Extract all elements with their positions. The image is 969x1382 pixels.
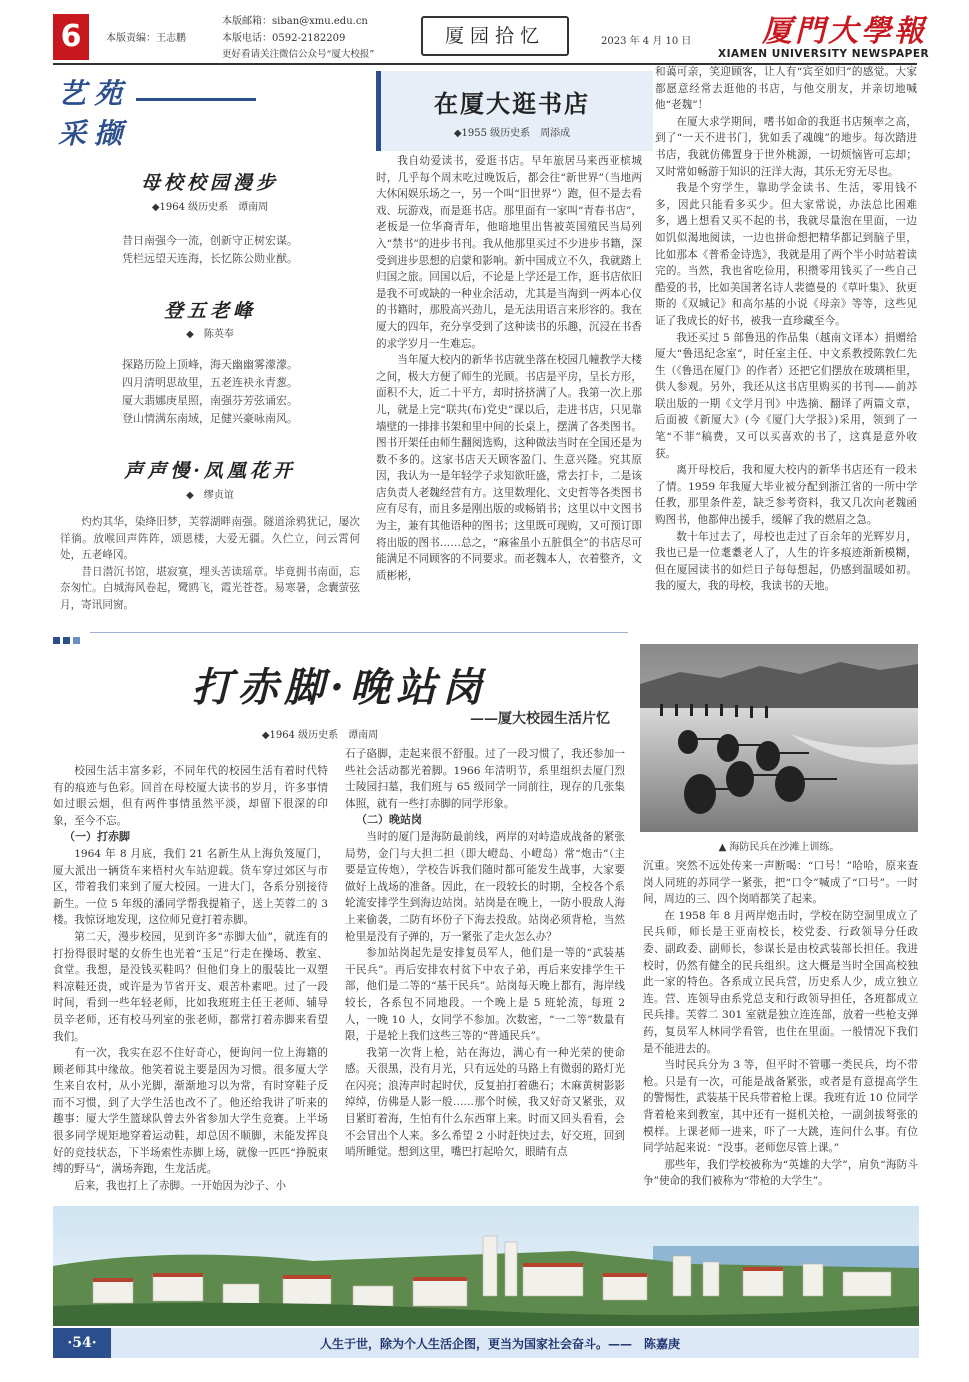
feature-title: 打赤脚·晚站岗: [192, 664, 488, 711]
poem1-body: [60, 232, 360, 268]
feature-para: 有一次，我实在忍不住好奇心，便询问一位上海籍的顾老师其中缘故。他笑着说主要是因为习惯。很多厦大学生来自农村，从小光脚，渐渐地习以为常，有时穿鞋子反而不习惯，到了大学生活也改不了。他还给我讲了听来的趣事：厦大学生篮球队曾去外省参加大学生竞赛。上半场很多同学规矩地穿着运动鞋，却总因不顺脚，未能发挥良好的竞技状态，下半场索性赤脚上场，就像一匹匹“挣脱束缚的野马”，满场奔跑，生龙活虎。: [53, 1047, 328, 1176]
feature-col1: [53, 763, 328, 1194]
poem1-line: 凭栏远望天连海，长忆陈公勋业猷。: [122, 252, 298, 265]
section-logo-line1: 艺苑: [58, 77, 131, 110]
feature-col3: [643, 858, 918, 1190]
bookstore-para: 在厦大求学期间，嗜书如命的我逛书店频率之高，到了“一天不进书门，犹如丢了魂魄”的地步。每次踏进书店，我就仿佛置身于世外桃源，一切烦恼皆可忘却；又时常如畅游于知识的汪洋大海，其乐无穷无尽也。: [655, 115, 917, 178]
section-divider-rule: [90, 632, 628, 633]
section-logo: [58, 72, 138, 152]
poem2-author: ◆ 陈英奉: [186, 329, 234, 340]
militia-photo: [640, 644, 918, 832]
contact-phone: 本版电话：0592-2182209: [222, 33, 346, 44]
bookstore-para: 和蔼可亲，笑迎顾客，让人有“宾至如归”的感觉。大家都愿意经常去逛他的书店，与他交朋友，并亲切地喊他“老魏”！: [655, 66, 917, 112]
poem3-para: 昔日潜沉书馆，堪寂寞，埋头苦读瑶章。毕竟拥书南面，忘奈匆忙。白城海风卷起，鹭鸥飞，霞光苍苍。易寒暑，念囊萤弦月，寄讯同窗。: [60, 565, 360, 611]
feature-para: 当时的厦门是海防最前线，两岸的对峙造成战备的紧张局势，金门与大担二担（即大嶝岛、小嶝岛）常“炮击”（主要是宣传炮），学校告诉我们随时都可能发生战事，大家要做好上战场的准备。因此，在一段较长的时期，全校各个系轮流安排学生到海边站岗。站岗是在晚上，一防小股敌人海上来偷袭，二防有坏份子下海去投敌。站岗必须背枪，当然枪里是没有子弹的，万一紧张了走火怎么办？: [345, 830, 625, 943]
campus-panorama-svg: [53, 1206, 919, 1326]
bookstore-para: 当年厦大校内的新华书店就坐落在校园几幢教学大楼之间，极大方便了师生的光顾。书店是平房，呈长方形，面积不大，近二十平方，却时挤挤满了人。我第一次上那儿，就是上完“联共(布)党史”课以后，走进书店，只见靠墙壁的一排排书架和里中间的长桌上，摆满了各类图书。图书开架任由师生翻阅选购，这种做法当时在全国还是为数不多的。这家书店天天顾客盈门、生意兴隆。究其原因，我认为一是年轻学子求知欲旺盛，常去打卡，二是该店负责人老魏经营有方。这里数理化、文史哲等各类图书应有尽有，而且多是刚出版的或畅销书；这里以中文图书为主，兼有其他语种的图书；这里既可现购，又可预订即将出版的图书……总之，“麻雀虽小五脏俱全”的书店尽可能满足不同顾客的不同要求。而老魏本人，衣着整齐，文质彬彬，: [376, 354, 642, 582]
feature-para: 1964 年 8 月底，我们 21 名新生从上海负笈厦门，厦大派出一辆货车来梧村火车站迎载。货车穿过郊区与市区，带着我们来到了厦大校园。一进大门，各系分别接待新生。一位 5 年级的潘同学帮我提箱子，送上芙蓉二的 3 楼。我惊讶地发现，这位师兄竟打着赤脚。: [53, 847, 328, 927]
poem1-line: 昔日南强今一流，创新守正树宏谋。: [122, 234, 298, 247]
photo-caption-text: ▲ 海防民兵在沙滩上训练。: [718, 842, 840, 853]
campus-panorama: [53, 1206, 919, 1326]
masthead-en: XIAMEN UNIVERSITY NEWSPAPER: [718, 48, 930, 60]
section-logo-line2: 采撷: [58, 117, 131, 150]
poem3-author: ◆ 缪贞谊: [186, 490, 234, 501]
poem3-title: 声声慢·凤凰花开: [124, 460, 296, 482]
editor: 本版责编：王志鹏: [106, 33, 186, 44]
poem3-para: 灼灼其华，染绛旧梦，芙蓉湖畔南强。隧道涂鸦犹记，屡次徉徜。放喉回声阵阵，颂恩楼，大爱无疆。久伫立，问云霄何处，五老峰冈。: [60, 516, 360, 562]
feature-para: 在 1958 年 8 月两岸炮击时，学校在防空洞里成立了民兵师，师长是王亚南校长，校党委、行政领导分任政委、副政委、副师长，参谋长是由校武装部长担任。我进校时，仍然有健全的民兵组织。这大概是当时全国高校独此一家的特色。各系成立民兵营，历史系人少，成立独立连。营、连领导由系党总支和行政领导担任，各班都成立民兵排。芙蓉二 301 室就是独立连连部，放着一些枪支弹药，复员军人林同学看管，也住在里面。一般情况下我们是不能进去的。: [643, 909, 918, 1055]
column-name-box: [421, 16, 569, 56]
wechat-note: 更好看请关注微信公众号“厦大校报”: [222, 49, 375, 60]
feature-subhead: （二）晚站岗: [356, 813, 422, 827]
page-number: 6: [60, 19, 82, 54]
bookstore-author: ◆1955 级历史系 周添成: [453, 128, 571, 139]
bookstore-col2: [655, 64, 917, 595]
poem1-author: ◆1964 级历史系 谭南周: [151, 202, 269, 213]
bookstore-para: 离开母校后，我和厦大校内的新华书店还有一段未了情。1959 年我厦大毕业被分配到浙江省的一所中学任教，那里条件差，缺乏参考资料，我又几次向老魏函购图书，他都伸出援手，缓解了我的燃眉之急。: [655, 464, 917, 527]
section-divider-squares: [53, 629, 83, 648]
bookstore-para: 我是个穷学生，靠助学金读书、生活，零用钱不多，因此只能看多买少。但大家常说，办法总比困难多，遇上想看又买不起的书，我就尽量泡在里面，一边如饥似渴地阅读，一边也拼命想把精华都记到脑子里，比如那本《普希金诗选》，我就是用了两个半小时站着读完的。当然，我也省吃俭用，积攒零用钱买了一些自己酷爱的书，比如美国著名诗人裴德曼的《草叶集》、狄更斯的《双城记》和高尔基的小说《母亲》等等，这些见证了我成长的好书，被我一直珍藏至今。: [655, 182, 917, 327]
bookstore-col1: [376, 153, 642, 584]
feature-author: ◆1964 级历史系 谭南周: [261, 730, 379, 741]
feature-para: 我第一次背上枪，站在海边，满心有一种光荣的使命感。天很黑，没有月光，只有远处的马路上有微弱的路灯光在闪亮；浪涛声时起时伏，反复拍打着礁石；木麻黄树影影绰绰，仿佛是人影一般……那个时候，我又好奇又紧张，双目紧盯着海，生怕有什么东西窜上来。时而又回头看看，会不会冒出个人来。多么希望 2 小时赶快过去，好交班，回到哨所睡觉。想到这里，嘴巴打起哈欠，眼睛有点: [345, 1046, 625, 1159]
contact-email: 本版邮箱：siban@xmu.edu.cn: [222, 16, 368, 27]
feature-para: 参加站岗起先是安排复员军人，他们是一等的“武装基干民兵”。再后安排农村贫下中农子弟，再后来安排学生干部，他们是二等的“基干民兵”。站岗每天晚上都有，海岸线较长，各系包不同地段。一个晚上是 5 班轮流，每班 2 人，一晚 10 人，女同学不参加。次数密，“一二等”数量有限，于是轮上我们这些三等的“普通民兵”。: [345, 947, 625, 1043]
feature-para: 沉重。突然不远处传来一声断喝：“口号！”哈哈，原来查岗人同班的苏同学一紧张，把“口令”喊成了“口号”。一时间，周边的三、四个岗哨都笑了起来。: [643, 860, 918, 906]
bookstore-para: 我还买过 5 部鲁迅的作品集（越南文译本）捐赠给厦大“鲁迅纪念室”，时任室主任、中文系教授陈敦仁先生（《鲁迅在厦门》的作者）还把它们摆放在玻璃柜里，供人参观。另外，我还从这书店里购买的书刊——前苏联出版的一期《文学月刊》中选摘、翻译了两篇文章，后面被《新厦大》(今《厦门大学报》)采用，领到了一笔“不菲”稿费，又可以买喜欢的书了，这真是意外收获。: [655, 331, 917, 460]
feature-para: 校园生活丰富多彩，不同年代的校园生活有着时代特有的痕迹与色彩。回首在母校厦大读书的岁月，许多事情如过眼云烟，但有两件事情虽然平淡，却留下很深的印象，至今不忘。: [53, 765, 328, 827]
issue-date: 2023 年 4 月 10 日: [601, 36, 692, 47]
footer-page-number: ·54·: [67, 1335, 97, 1351]
section-logo-rule: [136, 98, 256, 101]
poem1-title: 母校校园漫步: [140, 172, 279, 194]
feature-para: 石子硌脚，走起来很不舒服。过了一段习惯了，我还参加一些社会活动都光着脚。1966 年清明节，系里组织去厦门烈士陵园扫墓，我们班与 65 级同学一同前往，现存的几张集体照，就有一些打赤脚的同学形象。: [345, 748, 625, 810]
feature-para: 第二天，漫步校园，见到许多“赤脚大仙”，就连有的打扮得很时髦的女侨生也光着“玉足”行走在操场、教室、食堂。我想，是没钱买鞋吗？但他们身上的服装比一双塑料凉鞋还贵，或许是为节省开支、艰苦朴素吧。过了一段时间，看到一些年轻老师，比如我班班主任王老师、辅导员辛老师，还有校马列室的张老师，都常打着赤脚来看望我们。: [53, 930, 328, 1043]
feature-col2: [345, 746, 625, 1161]
poem2-line: 探路历险上顶峰，海天幽幽雾濛濛。: [122, 358, 298, 371]
photo-caption: [640, 838, 918, 853]
poem2-line: 四月清明思故里，五老连袂永青葱。: [122, 376, 298, 389]
militia-photo-svg: [640, 644, 918, 832]
page-number-box: [53, 14, 89, 60]
masthead: 厦門大學報: [762, 14, 927, 49]
bookstore-para: 数十年过去了，母校也走过了百余年的光辉岁月，我也已是一位耄耋老人了，人生的许多痕迹渐新模糊，但在厦园读书的如烂日子每每想起，仍感到温暖如初。我的厦大，我的母校，我读书的天地。: [655, 530, 917, 593]
footer-quote: 人生于世，除为个人生活企图，更当为国家社会奋斗。—— 陈嘉庚: [320, 1337, 681, 1351]
feature-para: 那些年，我们学校被称为“英雄的大学”，肩负“海防斗争”使命的我们被称为“带枪的大学生”。: [643, 1158, 918, 1188]
poem2-line: 登山情满东南域，足健兴豪咏南风。: [122, 412, 298, 425]
poem2-body: [60, 356, 360, 428]
feature-para: 后来，我也打上了赤脚。一开始因为沙子、小: [74, 1179, 287, 1192]
feature-subtitle: ——厦大校园生活片忆: [470, 711, 610, 727]
poem2-line: 厦大翡娜庚星照，南强芬芳弦诵宏。: [122, 394, 298, 407]
column-name: 厦园拾忆: [444, 25, 545, 47]
poem3-body: [60, 514, 360, 614]
bookstore-para: 我自幼爱读书，爱逛书店。早年旅居马来西亚槟城时，几乎每个周末吃过晚饭后，都会往“新世界”（当地两大休闲娱乐场之一，另一个叫“旧世界”）跑，但不是去看戏、玩游戏，而是逛书店。那里面有一家叫“青春书店”，老板是一位华裔青年，他暗地里出售被英国殖民当局列入“禁书”的进步书刊。我从他那里买过不少进步书籍，深受到进步思想的启蒙和影响。新中国成立不久，我就踏上归国之旅。回国以后，不论是上学还是工作，逛书店依旧是我不可或缺的一种业余活动，尤其是当淘到一两本心仪的书籍时，那股高兴劲儿，是无法用语言来形容的。我在厦大的四年，充分享受到了这种读书的乐趣，沉浸在书香的求学岁月一生难忘。: [376, 155, 642, 350]
footer-page-box: [53, 1328, 111, 1358]
feature-para: 当时民兵分为 3 等，但平时不管哪一类民兵，均不带枪。只是有一次，可能是战备紧张，或者是有意提高学生的警惕性，武装基干民兵带着枪上课。我班有近 10 位同学背着枪来到教室，其中还有一挺机关枪，一副剑拔弩张的模样。上课老师一进来，吓了一大跳，连问什么事。有位同学站起来说：“没事。老师您尽管上课。”: [643, 1059, 918, 1155]
feature-subhead: （一）打赤脚: [64, 830, 130, 844]
poem2-title: 登五老峰: [163, 300, 256, 322]
bookstore-title: 在厦大逛书店: [434, 90, 590, 118]
